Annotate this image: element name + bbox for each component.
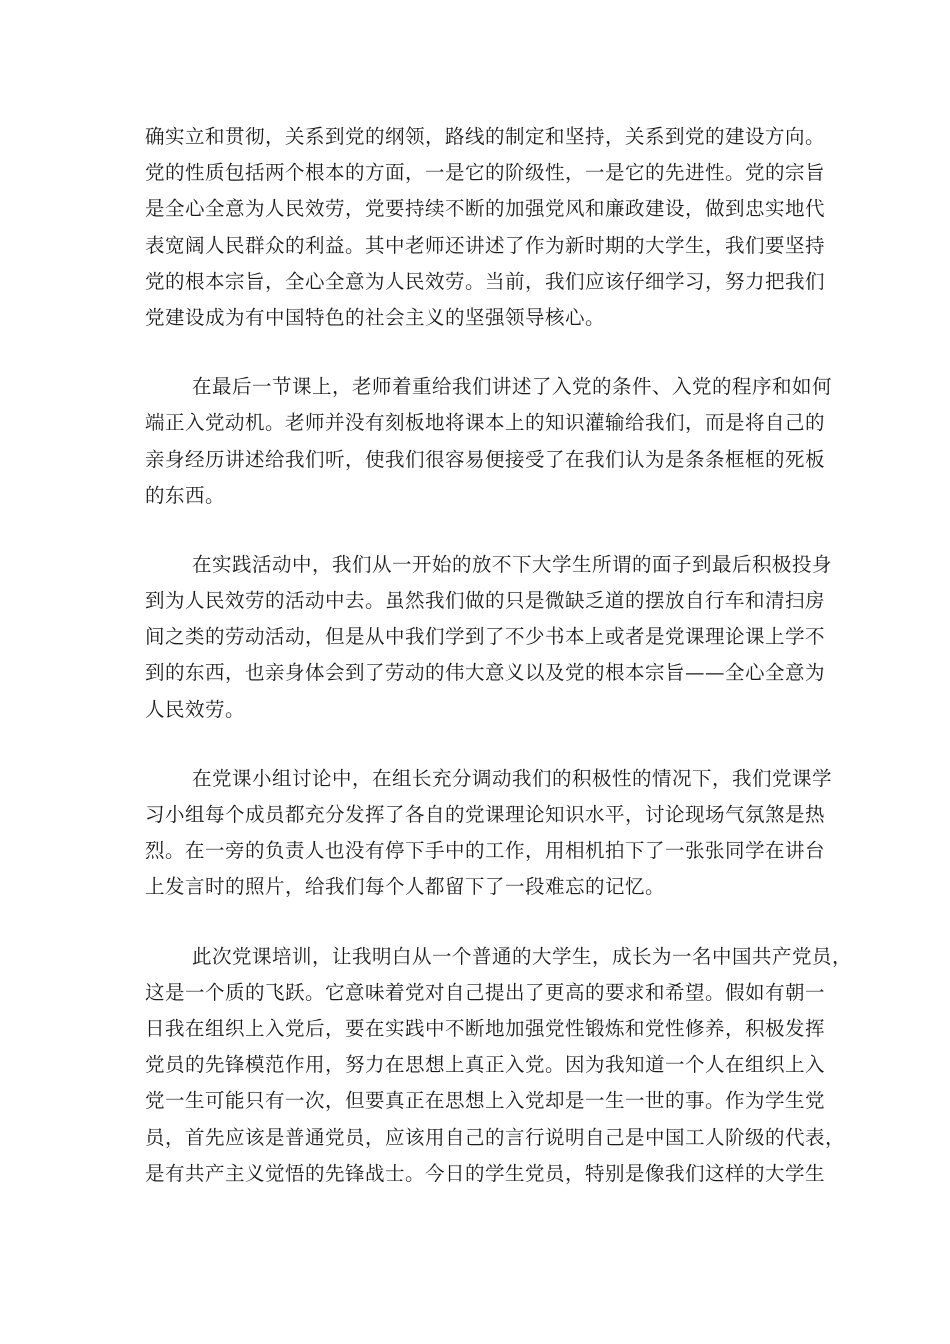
- text-line: 员，首先应该是普通党员，应该用自己的言行说明自己是中国工人阶级的代表，: [145, 1125, 846, 1149]
- text-line: 习小组每个成员都充分发挥了各自的党课理论知识水平，讨论现场气氛煞是热: [145, 803, 826, 826]
- text-line: 这是一个质的飞跃。它意味着党对自己提出了更高的要求和希望。假如有朝一: [145, 980, 826, 1004]
- text-line: 在党课小组讨论中，在组长充分调动我们的积极性的情况下，我们党课学: [192, 766, 833, 790]
- text-line: 到为人民效劳的活动中去。虽然我们做的只是微缺乏道的摆放自行车和清扫房: [145, 589, 826, 613]
- text-line: 在实践活动中，我们从一开始的放不下大学生所谓的面子到最后积极投身: [192, 552, 833, 576]
- text-line: 亲身经历讲述给我们听，使我们很容易便接受了在我们认为是条条框框的死板: [145, 447, 826, 471]
- text-line: 烈。在一旁的负责人也没有停下手中的工作，用相机拍下了一张张同学在讲台: [145, 839, 826, 863]
- paragraph-3: [145, 547, 833, 728]
- text-line: 党建设成为有中国特色的社会主义的坚强领导核心。: [145, 305, 606, 329]
- text-line: 党一生可能只有一次，但要真正在思想上入党却是一生一世的事。作为学生党: [145, 1089, 826, 1113]
- text-line: 端正入党动机。老师并没有刻板地将课本上的知识灌输给我们，而是将自己的: [145, 411, 826, 435]
- text-line: 在最后一节课上，老师着重给我们讲述了入党的条件、入党的程序和如何: [192, 375, 833, 399]
- paragraph-gap: [145, 906, 815, 939]
- text-line: 上发言时的照片，给我们每个人都留下了一段难忘的记忆。: [145, 875, 666, 899]
- text-line: 是全心全意为人民效劳，党要持续不断的加强党风和廉政建设，做到忠实地代: [145, 197, 826, 221]
- paragraph-gap: [145, 336, 815, 369]
- text-line: 的东西。: [145, 483, 226, 507]
- text-line: 到的东西，也亲身体会到了劳动的伟大意义以及党的根本宗旨——全心全意为: [145, 661, 826, 685]
- paragraph-2: [145, 369, 833, 514]
- text-line: 党的性质包括两个根本的方面，一是它的阶级性，一是它的先进性。党的宗旨: [145, 161, 826, 185]
- text-line: 党的根本宗旨，全心全意为人民效劳。当前，我们应该仔细学习，努力把我们: [145, 269, 826, 293]
- text-line: 此次党课培训，让我明白从一个普通的大学生，成长为一名中国共产党员，: [192, 944, 853, 968]
- document-body: [145, 119, 853, 1192]
- paragraph-gap: [145, 728, 815, 761]
- paragraph-1: [145, 119, 826, 336]
- text-line: 间之类的劳动活动，但是从中我们学到了不少书本上或者是党课理论课上学不: [145, 625, 826, 649]
- text-line: 是有共产主义觉悟的先锋战士。今日的学生党员，特别是像我们这样的大学生: [145, 1161, 826, 1185]
- text-line: 党员的先锋模范作用，努力在思想上真正入党。因为我知道一个人在组织上入: [145, 1053, 826, 1077]
- text-line: 人民效劳。: [145, 697, 246, 721]
- paragraph-gap: [145, 514, 815, 547]
- paragraph-5: [145, 939, 853, 1192]
- text-line: 日我在组织上入党后，要在实践中不断地加强党性锻炼和党性修养，积极发挥: [145, 1016, 826, 1040]
- text-line: 表宽阔人民群众的利益。其中老师还讲述了作为新时期的大学生，我们要坚持: [145, 233, 826, 257]
- paragraph-4: [145, 761, 833, 906]
- text-line: 确实立和贯彻，关系到党的纲领，路线的制定和坚持，关系到党的建设方向。: [145, 125, 826, 148]
